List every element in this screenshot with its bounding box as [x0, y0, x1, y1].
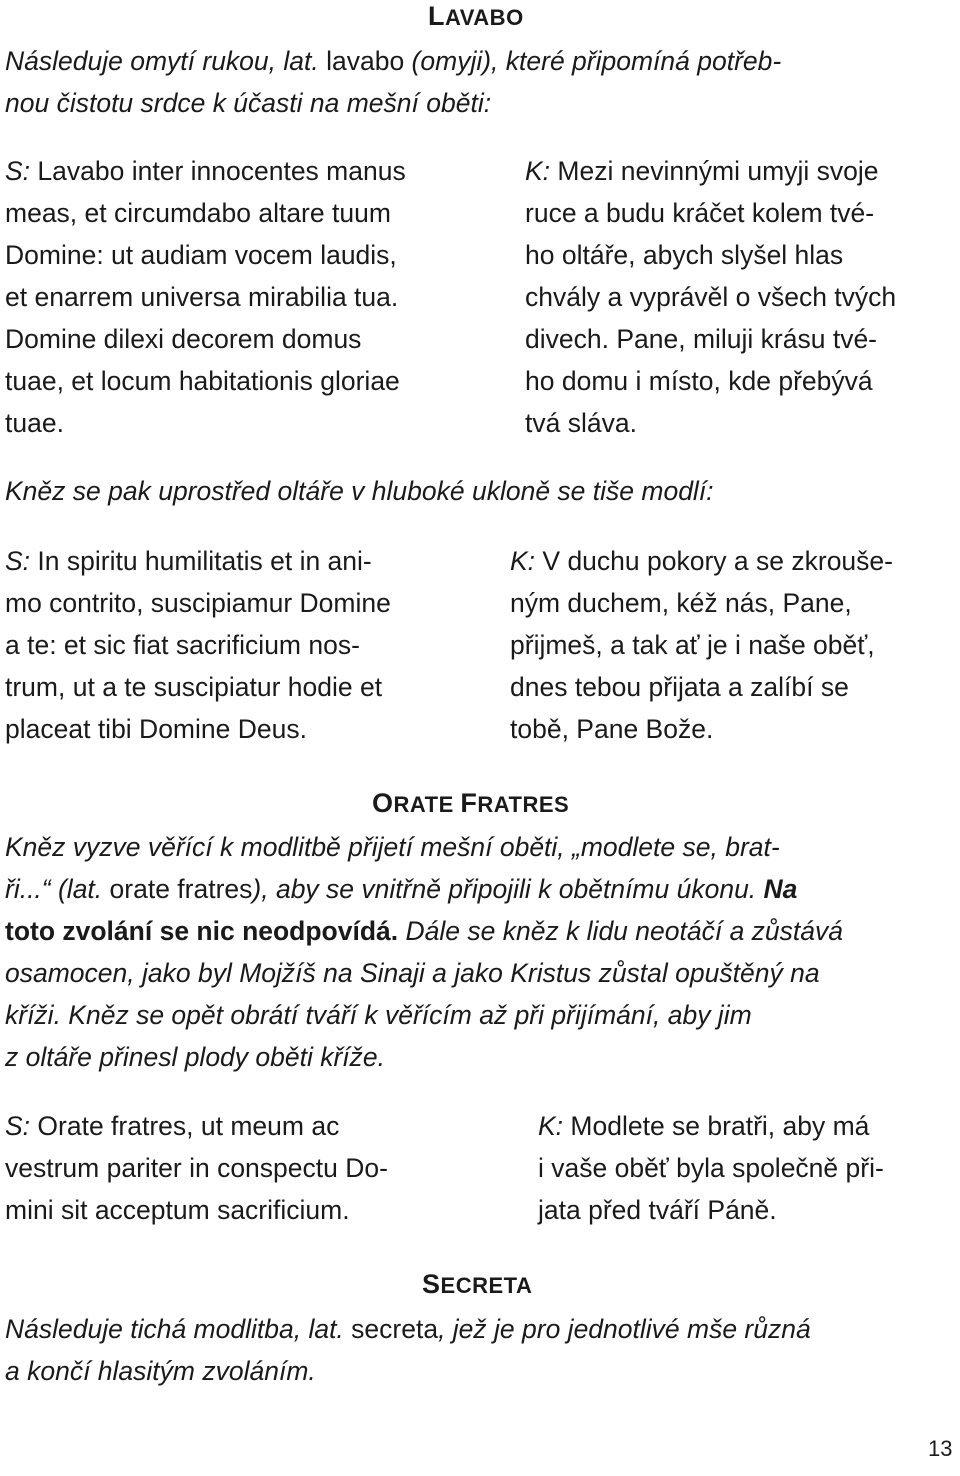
czech-line: tvá sláva.: [525, 408, 637, 438]
orate-intro-line-3: [5, 910, 843, 952]
czech-line: ho oltáře, abych slyšel hlas: [525, 240, 844, 270]
heading-initial: O: [372, 788, 394, 818]
intro-latin-word: secreta: [351, 1314, 439, 1344]
speaker-prefix: S:: [5, 156, 31, 186]
intro-text: ři...“ (lat.: [5, 874, 110, 904]
latin-line: [5, 1105, 388, 1147]
orate-intro-line-6: z oltáře přinesl plody oběti kříže.: [5, 1042, 386, 1072]
speaker-prefix: S:: [5, 546, 31, 576]
orate-intro-line-5: kříži. Kněz se opět obrátí tváří k věřícím až při přijímání, aby jim: [5, 1000, 752, 1030]
heading-rest: AVABO: [445, 5, 524, 30]
intro-latin-phrase: orate fratres: [109, 874, 253, 904]
latin-line: placeat tibi Domine Deus.: [5, 714, 307, 744]
latin-text: In spiritu humilitatis et in ani-: [30, 546, 372, 576]
secreta-heading: [422, 1264, 532, 1306]
latin-line: Domine dilexi decorem domus: [5, 324, 362, 354]
czech-line: [538, 1105, 884, 1147]
prayer2-latin-column: [5, 540, 391, 750]
speaker-prefix: K:: [510, 546, 536, 576]
intro-text: Dále se kněz k lidu neotáčí a zůstává: [398, 916, 843, 946]
orate-intro-line-1: Kněz vyzve věřící k modlitbě přijetí mešní oběti, „modlete se, brat-: [5, 832, 780, 862]
secreta-intro-line-1: [5, 1308, 811, 1350]
czech-line: [510, 540, 893, 582]
czech-line: jata před tváří Páně.: [538, 1195, 777, 1225]
latin-line: Domine: ut audiam vocem laudis,: [5, 240, 397, 270]
czech-text: V duchu pokory a se zkrouše-: [535, 546, 893, 576]
czech-line: ným duchem, kéž nás, Pane,: [510, 588, 852, 618]
czech-text: Mezi nevinnými umyji svoje: [550, 156, 879, 186]
czech-line: chvály a vyprávěl o všech tvých: [525, 282, 897, 312]
heading-rest: ECRETA: [440, 1273, 533, 1298]
heading-rest: RATRES: [477, 792, 570, 817]
intro-text: , jež je pro jednotlivé mše různá: [438, 1314, 811, 1344]
orate-fratres-heading: [372, 783, 569, 825]
czech-line: divech. Pane, miluji krásu tvé-: [525, 324, 878, 354]
latin-line: a te: et sic fiat sacrificium nos-: [5, 630, 360, 660]
page-number: 13: [928, 1436, 953, 1461]
latin-line: [5, 150, 406, 192]
latin-line: mo contrito, suscipiamur Domine: [5, 588, 391, 618]
prayer2-intro: Kněz se pak uprostřed oltáře v hluboké ukloně se tiše modlí:: [5, 476, 714, 506]
latin-line: vestrum pariter in conspectu Do-: [5, 1153, 388, 1183]
prayer2-czech-column: [510, 540, 893, 750]
orate-czech-column: [538, 1105, 884, 1231]
lavabo-czech-column: [525, 150, 896, 444]
czech-line: ho domu i místo, kde přebývá: [525, 366, 873, 396]
intro-text: (omyji), které připomíná potřeb-: [404, 46, 782, 76]
latin-line: mini sit acceptum sacrificium.: [5, 1195, 350, 1225]
czech-line: přijmeš, a tak ať je i naše oběť,: [510, 630, 875, 660]
latin-line: tuae.: [5, 408, 64, 438]
intro-text: Následuje tichá modlitba, lat.: [5, 1314, 352, 1344]
orate-intro-line-4: osamocen, jako byl Mojžíš na Sinaji a jako Kristus zůstal opuštěný na: [5, 958, 820, 988]
lavabo-latin-column: [5, 150, 406, 444]
heading-initial: F: [460, 788, 478, 818]
heading-initial: S: [422, 1269, 441, 1299]
czech-line: i vaše oběť byla společně při-: [538, 1153, 884, 1183]
czech-line: ruce a budu kráčet kolem tvé-: [525, 198, 875, 228]
latin-line: trum, ut a te suscipiatur hodie et: [5, 672, 383, 702]
orate-latin-column: [5, 1105, 388, 1231]
heading-rest: RATE: [393, 792, 461, 817]
czech-line: [525, 150, 896, 192]
intro-text: Následuje omytí rukou, lat.: [5, 46, 327, 76]
heading-initial: L: [428, 1, 445, 31]
latin-line: meas, et circumdabo altare tuum: [5, 198, 391, 228]
lavabo-intro-line-2: [5, 82, 491, 124]
intro-bold-text: Na: [763, 874, 798, 904]
lavabo-heading: [428, 0, 524, 38]
latin-line: [5, 540, 391, 582]
intro-text: ), aby se vnitřně připojili k obětnímu úkonu.: [252, 874, 764, 904]
latin-text: Lavabo inter innocentes manus: [30, 156, 406, 186]
latin-text: Orate fratres, ut meum ac: [30, 1111, 340, 1141]
orate-intro-line-2: [5, 868, 797, 910]
speaker-prefix: K:: [525, 156, 551, 186]
czech-line: dnes tebou přijata a zalíbí se: [510, 672, 849, 702]
intro-text: nou čistotu srdce k účasti na mešní oběti:: [5, 88, 492, 118]
latin-line: et enarrem universa mirabilia tua.: [5, 282, 399, 312]
lavabo-intro-line-1: [5, 40, 781, 82]
intro-bold-text: toto zvolání se nic neodpovídá.: [5, 916, 399, 946]
czech-line: tobě, Pane Bože.: [510, 714, 714, 744]
speaker-prefix: S:: [5, 1111, 31, 1141]
speaker-prefix: K:: [538, 1111, 564, 1141]
secreta-intro-line-2: a končí hlasitým zvoláním.: [5, 1356, 316, 1386]
intro-latin-word: lavabo: [326, 46, 405, 76]
latin-line: tuae, et locum habitationis gloriae: [5, 366, 400, 396]
czech-text: Modlete se bratři, aby má: [563, 1111, 870, 1141]
